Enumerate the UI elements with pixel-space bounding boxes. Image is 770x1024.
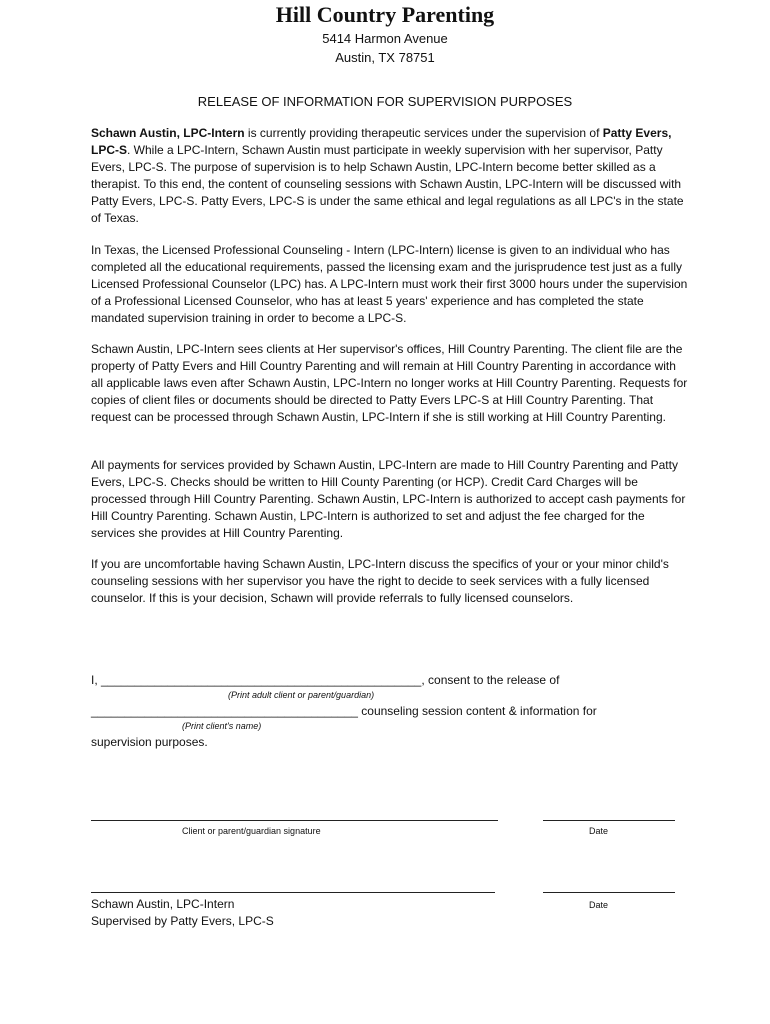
address-line-1: 5414 Harmon Avenue bbox=[322, 31, 448, 46]
client-signature-label: Client or parent/guardian signature bbox=[182, 826, 321, 836]
supervisor-name-bold: Patty Evers, LPC-S bbox=[91, 126, 672, 158]
paragraph1-text1: is currently providing therapeutic services under the supervision of bbox=[244, 126, 603, 140]
intern-signature-line[interactable] bbox=[91, 892, 495, 893]
consent-line-2[interactable]: ________________________________________ counseling session content & information for bbox=[91, 704, 597, 718]
paragraph1-text2: . While a LPC-Intern, Schawn Austin must participate in weekly supervision with her supervisor, Patty Evers, LPC-S. The purpose of supervision is to help Schawn Austin, LPC-Intern become better skilled as a therapist. To this end, the content of counseling sessions with Schawn Austin, LPC-Intern will be discussed with Patty Evers, LPC-S. Patty Evers, LPC-S is under the same ethical and legal regulations as all LPC's in the state of Texas. bbox=[91, 143, 684, 226]
paragraph-client-files: Schawn Austin, LPC-Intern sees clients at Her supervisor's offices, Hill Country Parenting. The client file are the property of Patty Evers and Hill Country Parenting and will remain at Hill Country Parenting in accordance with all applicable laws even after Schawn Austin, LPC-Intern no longer works at Hill Country Parenting. Requests for copies of client files or documents should be directed to Patty Evers LPC-S at Hill Country Parenting. That request can be processed through Schawn Austin, LPC-Intern if she is still working at Hill Country Parenting. bbox=[91, 342, 688, 425]
hint-print-adult-client: (Print adult client or parent/guardian) bbox=[228, 690, 375, 700]
client-date-line[interactable] bbox=[543, 820, 675, 821]
document-title: RELEASE OF INFORMATION FOR SUPERVISION PURPOSES bbox=[197, 94, 573, 109]
paragraph-payments: All payments for services provided by Schawn Austin, LPC-Intern are made to Hill Country Parenting and Patty Evers, LPC-S. Checks should be written to Hill County Parenting (or HCP). Credit Card Charges will be processed through Hill Country Parenting. Schawn Austin, LPC-Intern is authorized to accept cash payments for Hill Country Parenting. Schawn Austin, LPC-Intern is authorized to set and adjust the fee charged for the services she provides at Hill Country Parenting. bbox=[91, 458, 686, 541]
supervised-by: Supervised by Patty Evers, LPC-S bbox=[91, 914, 274, 928]
intern-date-line[interactable] bbox=[543, 892, 675, 893]
org-name: Hill Country Parenting bbox=[275, 2, 495, 27]
intern-date-label: Date bbox=[589, 900, 609, 910]
consent-line-1[interactable]: I, ________________________________________________, consent to the release of bbox=[91, 673, 560, 687]
intern-name: Schawn Austin, LPC-Intern bbox=[91, 897, 235, 911]
paragraph-supervision bbox=[91, 125, 691, 228]
paragraph-licensing: In Texas, the Licensed Professional Counseling - Intern (LPC-Intern) license is given to an individual who has completed all the educational requirements, passed the licensing exam and the jurisprudence test just as a fully Licensed Professional Counselor (LPC) has. A LPC-Intern must work their first 3000 hours under the supervision of a Professional Licensed Counselor, who has at least 5 years' experience and has completed the state mandated supervision training in order to become a LPC-S. bbox=[91, 243, 688, 326]
paragraph-right-to-decline: If you are uncomfortable having Schawn Austin, LPC-Intern discuss the specifics of your or your minor child's counseling sessions with her supervisor you have the right to decide to seek services with a fully licensed counselor. If this is your decision, Schawn will provide referrals to fully licensed counselors. bbox=[91, 557, 669, 606]
client-date-label: Date bbox=[589, 826, 609, 836]
address-line-2: Austin, TX 78751 bbox=[335, 50, 435, 65]
client-signature-line[interactable] bbox=[91, 820, 498, 821]
consent-line-3: supervision purposes. bbox=[91, 735, 208, 749]
intern-name-bold: Schawn Austin, LPC-Intern bbox=[91, 126, 245, 140]
hint-print-client-name: (Print client's name) bbox=[182, 721, 262, 731]
